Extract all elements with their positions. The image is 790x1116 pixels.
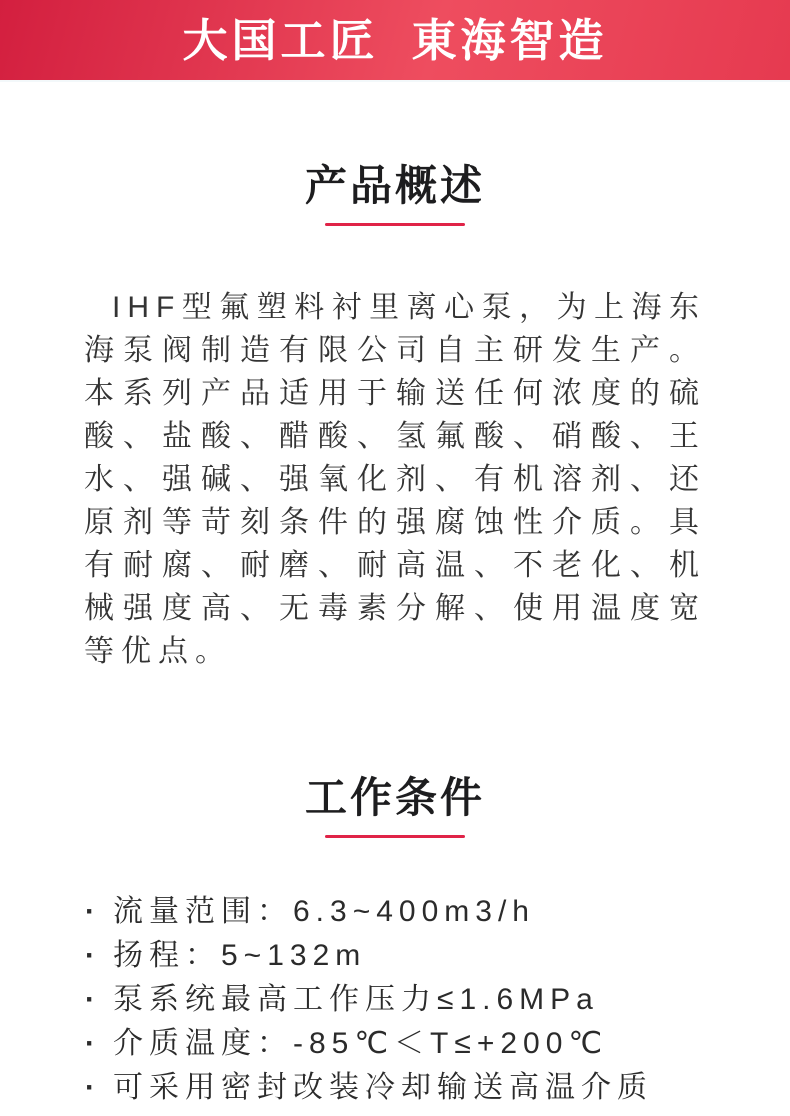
bullet-dot: · — [85, 895, 95, 928]
list-item — [85, 934, 730, 978]
condition-max-pressure: 泵系统最高工作压力≤1.6MPa — [113, 983, 599, 1016]
header-banner — [0, 0, 790, 82]
condition-head: 扬程：5~132m — [113, 939, 367, 972]
condition-seal-cooling: 可采用密封改装冷却输送高温介质 — [113, 1071, 653, 1104]
section-title-overview: 产品概述 — [304, 162, 485, 209]
bullet-dot: · — [85, 983, 95, 1016]
condition-flow-range: 流量范围：6.3~400m3/h — [113, 895, 535, 928]
bullet-dot: · — [85, 1027, 95, 1060]
banner-title: 大国工匠 東海智造 — [182, 14, 608, 66]
condition-medium-temperature: 介质温度：-85℃＜T≤+200℃ — [113, 1027, 609, 1060]
list-item — [85, 1022, 730, 1066]
list-item — [85, 890, 730, 934]
overview-paragraph: IHF型氟塑料衬里离心泵，为上海东海泵阀制造有限公司自主研发生产。本系列产品适用于输送任何浓度的硫酸、盐酸、醋酸、氢氟酸、硝酸、王水、强碱、强氧化剂、有机溶剂、还原剂等苛刻条件的强腐蚀性介质。具有耐腐、耐磨、耐高温、不老化、机械强度高、无毒素分解、使用温度宽等优点。 — [84, 291, 706, 668]
section-product-overview — [0, 164, 790, 673]
title-underline-decoration — [325, 223, 465, 226]
conditions-list — [85, 890, 730, 1110]
section-title-conditions: 工作条件 — [304, 774, 485, 821]
section-working-conditions — [0, 776, 790, 1110]
list-item — [85, 1066, 730, 1110]
bullet-dot: · — [85, 939, 95, 972]
title-underline-decoration — [325, 835, 465, 838]
bullet-dot: · — [85, 1071, 95, 1104]
list-item — [85, 978, 730, 1022]
